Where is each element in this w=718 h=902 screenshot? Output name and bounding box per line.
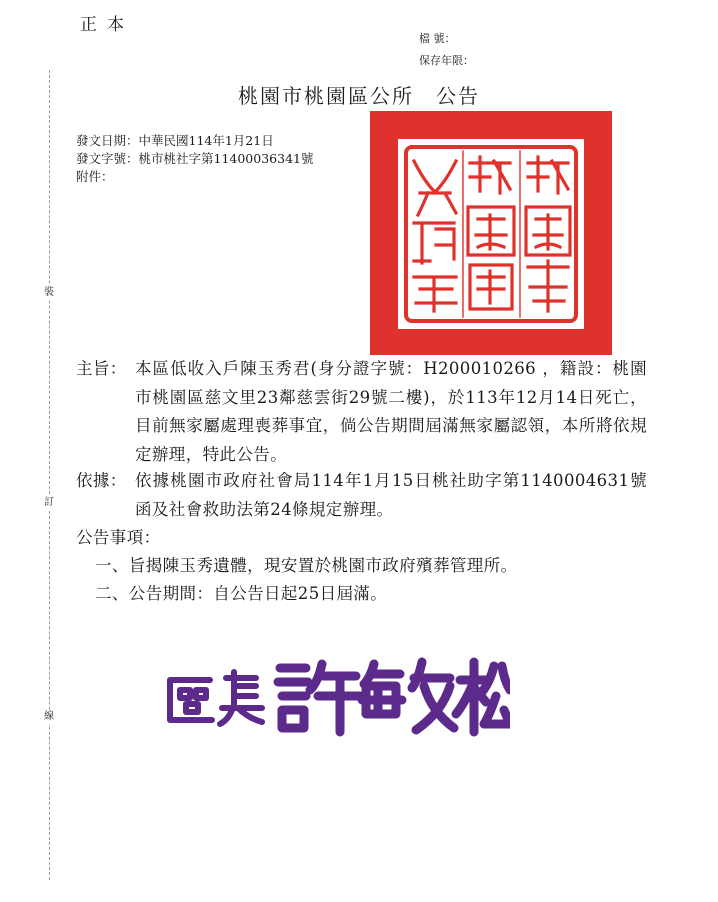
title-agency: 桃園市桃園區公所	[238, 84, 414, 108]
announcement-item: 二、公告期間：自公告日起25日屆滿。	[95, 584, 388, 603]
signature-stamp	[160, 650, 510, 740]
attachments: 附件：	[76, 169, 114, 184]
binding-mark-ding: 訂	[41, 496, 57, 510]
copy-mark: 正本	[80, 15, 134, 35]
basis-text: 依據桃園市政府社會局114年1月15日桃社助字第1140004631號函及社會救助法第24條規定辦理。	[135, 471, 647, 519]
file-number-label: 檔 號：	[419, 32, 456, 45]
issue-date: 發文日期：中華民國114年1月21日	[76, 133, 274, 148]
announcement-item: 一、旨揭陳玉秀遺體，現安置於桃園市政府殯葬管理所。	[95, 556, 518, 575]
binding-mark-zhuang: 裝	[41, 286, 57, 300]
title-suffix: 公告	[436, 84, 480, 108]
notice-title	[0, 80, 718, 109]
binding-mark-xian: 線	[41, 710, 57, 724]
binding-line	[49, 70, 50, 880]
basis-label: 依據：	[76, 471, 127, 490]
items-label: 公告事項：	[76, 528, 161, 547]
subject-text: 本區低收入戶陳玉秀君(身分證字號：H200010266 ，籍設：桃園市桃園區慈文里23鄰慈雲街29號二樓)，於113年12月14日死亡，目前無家屬處理喪葬事宜，倘公告期間屆滿無家屬認領，本所將依規定辦理，特此公告。	[135, 359, 647, 464]
retention-label: 保存年限：	[419, 54, 474, 67]
issue-number: 發文字號：桃市桃社字第11400036341號	[76, 151, 314, 166]
official-seal	[370, 111, 612, 355]
subject-label: 主旨：	[76, 359, 127, 378]
